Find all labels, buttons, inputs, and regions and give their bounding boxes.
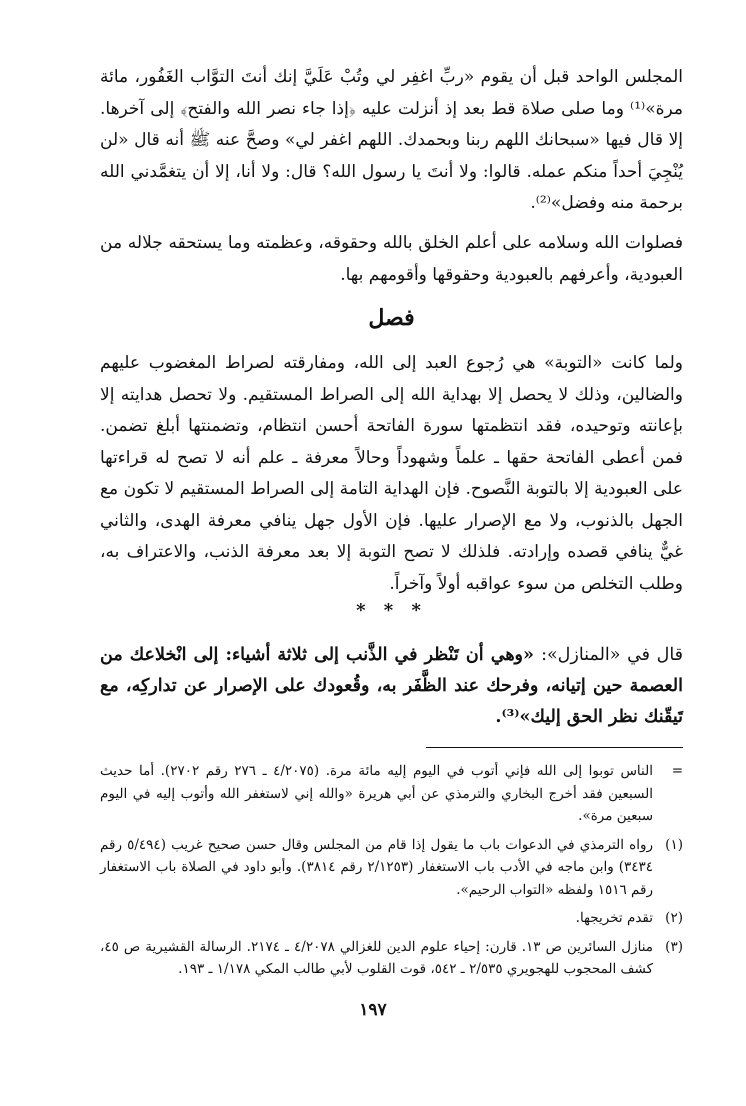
section-heading: فصل [368, 305, 415, 331]
paragraph-text: المجلس الواحد قبل أن يقوم «ربِّ اغفِر لي وتُبْ عَلَيَّ إنك أنتَ التوَّاب الغَفُور، مائة مرة»⁽¹⁾ وما صلى صلاة قط بعد إذ أنزلت عليه ﴿إذا جاء نصر الله والفتح﴾ إلى آخرها. إلا قال فيها «سبحانك اللهم ربنا وبحمدك. اللهم اغفر لي» وصحَّ عنه ﷺ أنه قال «لن يُنْجِيَ أحداً منكم عمله. قالوا: ولا أنتَ يا رسول الله؟ قال: ولا أنا، إلا أن يتغمَّدني الله برحمة منه وفضل»⁽²⁾. [100, 67, 683, 213]
paragraph-text: فصلوات الله وسلامه على أعلم الخلق بالله وحقوقه، وعظمته وما يستحقه جلاله من العبودية، وأعرفهم بالعبودية وحقوقها وأقومهم بها. [100, 233, 683, 285]
footnote-marker: (٢) [665, 910, 683, 926]
footnote-text: تقدم تخريجها. [575, 910, 653, 926]
footnote-item [100, 907, 683, 930]
paragraph-salawat [100, 228, 683, 291]
footnote-item [100, 760, 683, 828]
manazil-quote [100, 640, 683, 733]
footnote-marker: (١) [665, 836, 683, 853]
paragraph-text: ولما كانت «التوبة» هي رُجوع العبد إلى الله، ومفارقته لصراط المغضوب عليهم والضالين، وذلك لا يحصل إلا بهداية الله إلى الصراط المستقيم. ولا تحصل هدايته إلا بإعانته وتوحيده، فقد انتظمتها سورة الفاتحة أحسن انتظام، وتضمنتها أبلغ تضمن. فمن أعطى الفاتحة حقها ـ علماً وشهوداً وحالاً معرفة ـ علم أنه لا تصح له قراءتها على العبودية إلا بالتوبة النَّصوح. فإن الهداية التامة إلى الصراط المستقيم لا تكون مع الجهل بالذنوب، ولا مع الإصرار عليها. فإن الأول جهل ينافي معرفة الهدى، والثاني غيٌّ ينافي قصده وإرادته. فلذلك لا تصح التوبة إلا بعد معرفة الذنب، والاعتراف به، وطلب التخلص من سوء عواقبه أولاً وآخراً. [100, 353, 683, 594]
footnote-item [100, 834, 683, 902]
quote-paragraph [100, 640, 683, 733]
paragraph-hadith-istighfar [100, 62, 683, 220]
footnote-marker: = [671, 763, 683, 779]
footnote-item [100, 936, 683, 981]
footnote-text: رواه الترمذي في الدعوات باب ما يقول إذا قام من المجلس وقال حسن صحيح غريب (٥/٤٩٤ رقم ٣٤٣٤) وابن ماجه في الأدب باب الاستغفار (٢/١٢٥٣ رقم ٣٨١٤). وأبو داود في الصلاة باب الاستغفار رقم ١٥١٦ ولفظه «التواب الرحيم». [100, 836, 654, 898]
footnote-divider [426, 747, 683, 748]
footnote-marker: (٣) [665, 938, 683, 955]
quote-text: «وهي أن تَنْظر في الذَّنب إلى ثلاثة أشياء: إلى انْخلاعك من العصمة حين إتيانه، وفرحك عند الظَّفَر به، وقُعودك على الإصرار عن تداركِه، مع تَيقّنك نظر الحق إليك»⁽³⁾. [100, 645, 683, 727]
quote-intro: قال في «المنازل»: [541, 645, 684, 665]
page-number: ١٩٧ [359, 1000, 387, 1020]
footnotes [100, 760, 683, 987]
section-separator: * * * [356, 600, 427, 621]
paragraph-tawba [100, 348, 683, 600]
footnote-text: منازل السائرين ص ١٣. قارن: إحياء علوم الدين للغزالي ٤/٢٠٧٨ ـ ٢١٧٤. الرسالة القشيرية ص ٤٥، كشف المحجوب للهجويري ٢/٥٣٥ ـ ٥٤٢، قوت القلوب لأبي طالب المكي ١/١٧٨ ـ ١٩٣. [100, 938, 653, 977]
footnote-text: الناس توبوا إلى الله فإني أتوب في اليوم إليه مائة مرة. (٤/٢٠٧٥ ـ ٢٧٦ رقم ٢٧٠٢). أما حديث السبعين فقد أخرج البخاري والترمذي عن أبي هريرة «والله إني لاستغفر الله وأتوب إليه في اليوم سبعين مرة». [100, 763, 653, 824]
